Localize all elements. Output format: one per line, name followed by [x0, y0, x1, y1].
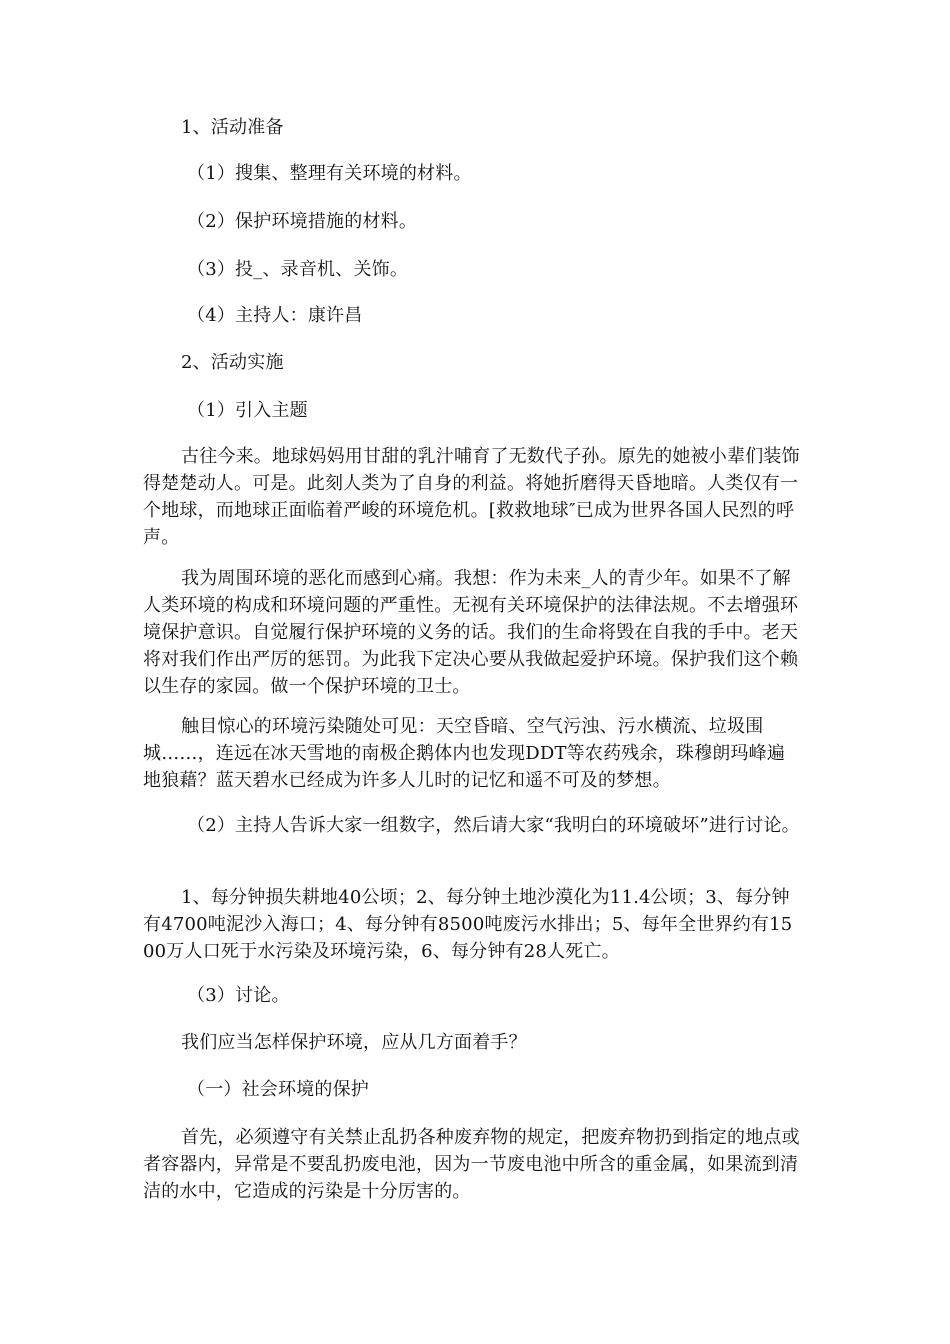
sub-heading-intro: （1）引入主题 — [187, 400, 308, 421]
prep-item-1: （1）搜集、整理有关环境的材料。 — [187, 163, 472, 184]
prep-item-3: （3）投_、录音机、关饰。 — [187, 259, 409, 280]
heading-activity-preparation: 1、活动准备 — [181, 117, 284, 138]
sub-heading-social-environment: （一）社会环境的保护 — [187, 1079, 369, 1100]
paragraph-pollution: 触目惊心的环境污染随处可见：天空昏暗、空气污浊、污水横流、垃圾围城……，连远在冰天雪地的南极企鹅体内也发现DDT等农药残余，珠穆朗玛峰遍地狼藉？蓝天碧水已经成为许多人儿时的记忆和遥不可及的梦想。 — [143, 716, 786, 791]
sub-heading-discussion: （3）讨论。 — [187, 985, 290, 1006]
paragraph-question: 我们应当怎样保护环境，应从几方面着手？ — [181, 1032, 527, 1053]
paragraph-statistics: 1、每分钟损失耕地40公顷；2、每分钟土地沙漠化为11.4公顷；3、每分钟有4700吨泥沙入海口；4、每分钟有8500吨废污水排出；5、每年全世界约有1500万人口死于水污染及环境污染，6、每分钟有28人死亡。 — [143, 887, 793, 962]
paragraph-heartache: 我为周围环境的恶化而感到心痛。我想：作为未来_人的青少年。如果不了解人类环境的构成和环境问题的严重性。无视有关环境保护的法律法规。不去增强环境保护意识。自觉履行保护环境的义务的话。我们的生命将毁在自我的手中。老天将对我们作出严厉的惩罚。为此我下定决心要从我做起爱护环境。保护我们这个赖以生存的家园。做一个保护环境的卫士。 — [143, 568, 799, 697]
sub-heading-host-numbers: （2）主持人告诉大家一组数字，然后请大家“我明白的环境破坏”进行讨论。 — [187, 815, 800, 836]
prep-item-4: （4）主持人：康许昌 — [187, 305, 363, 326]
paragraph-earth-mother: 古往今来。地球妈妈用甘甜的乳汁哺育了无数代子孙。原先的她被小辈们装饰得楚楚动人。可是。此刻人类为了自身的利益。将她折磨得天昏地暗。人类仅有一个地球，而地球正面临着严峻的环境危机。[救救地球″已成为世界各国人民烈的呼声。 — [143, 446, 800, 548]
heading-activity-implementation: 2、活动实施 — [181, 352, 284, 373]
prep-item-2: （2）保护环境措施的材料。 — [187, 211, 418, 232]
paragraph-waste-disposal: 首先，必须遵守有关禁止乱扔各种废弃物的规定，把废弃物扔到指定的地点或者容器内，异常是不要乱扔废电池，因为一节废电池中所含的重金属，如果流到清洁的水中，它造成的污染是十分厉害的。 — [143, 1127, 800, 1202]
